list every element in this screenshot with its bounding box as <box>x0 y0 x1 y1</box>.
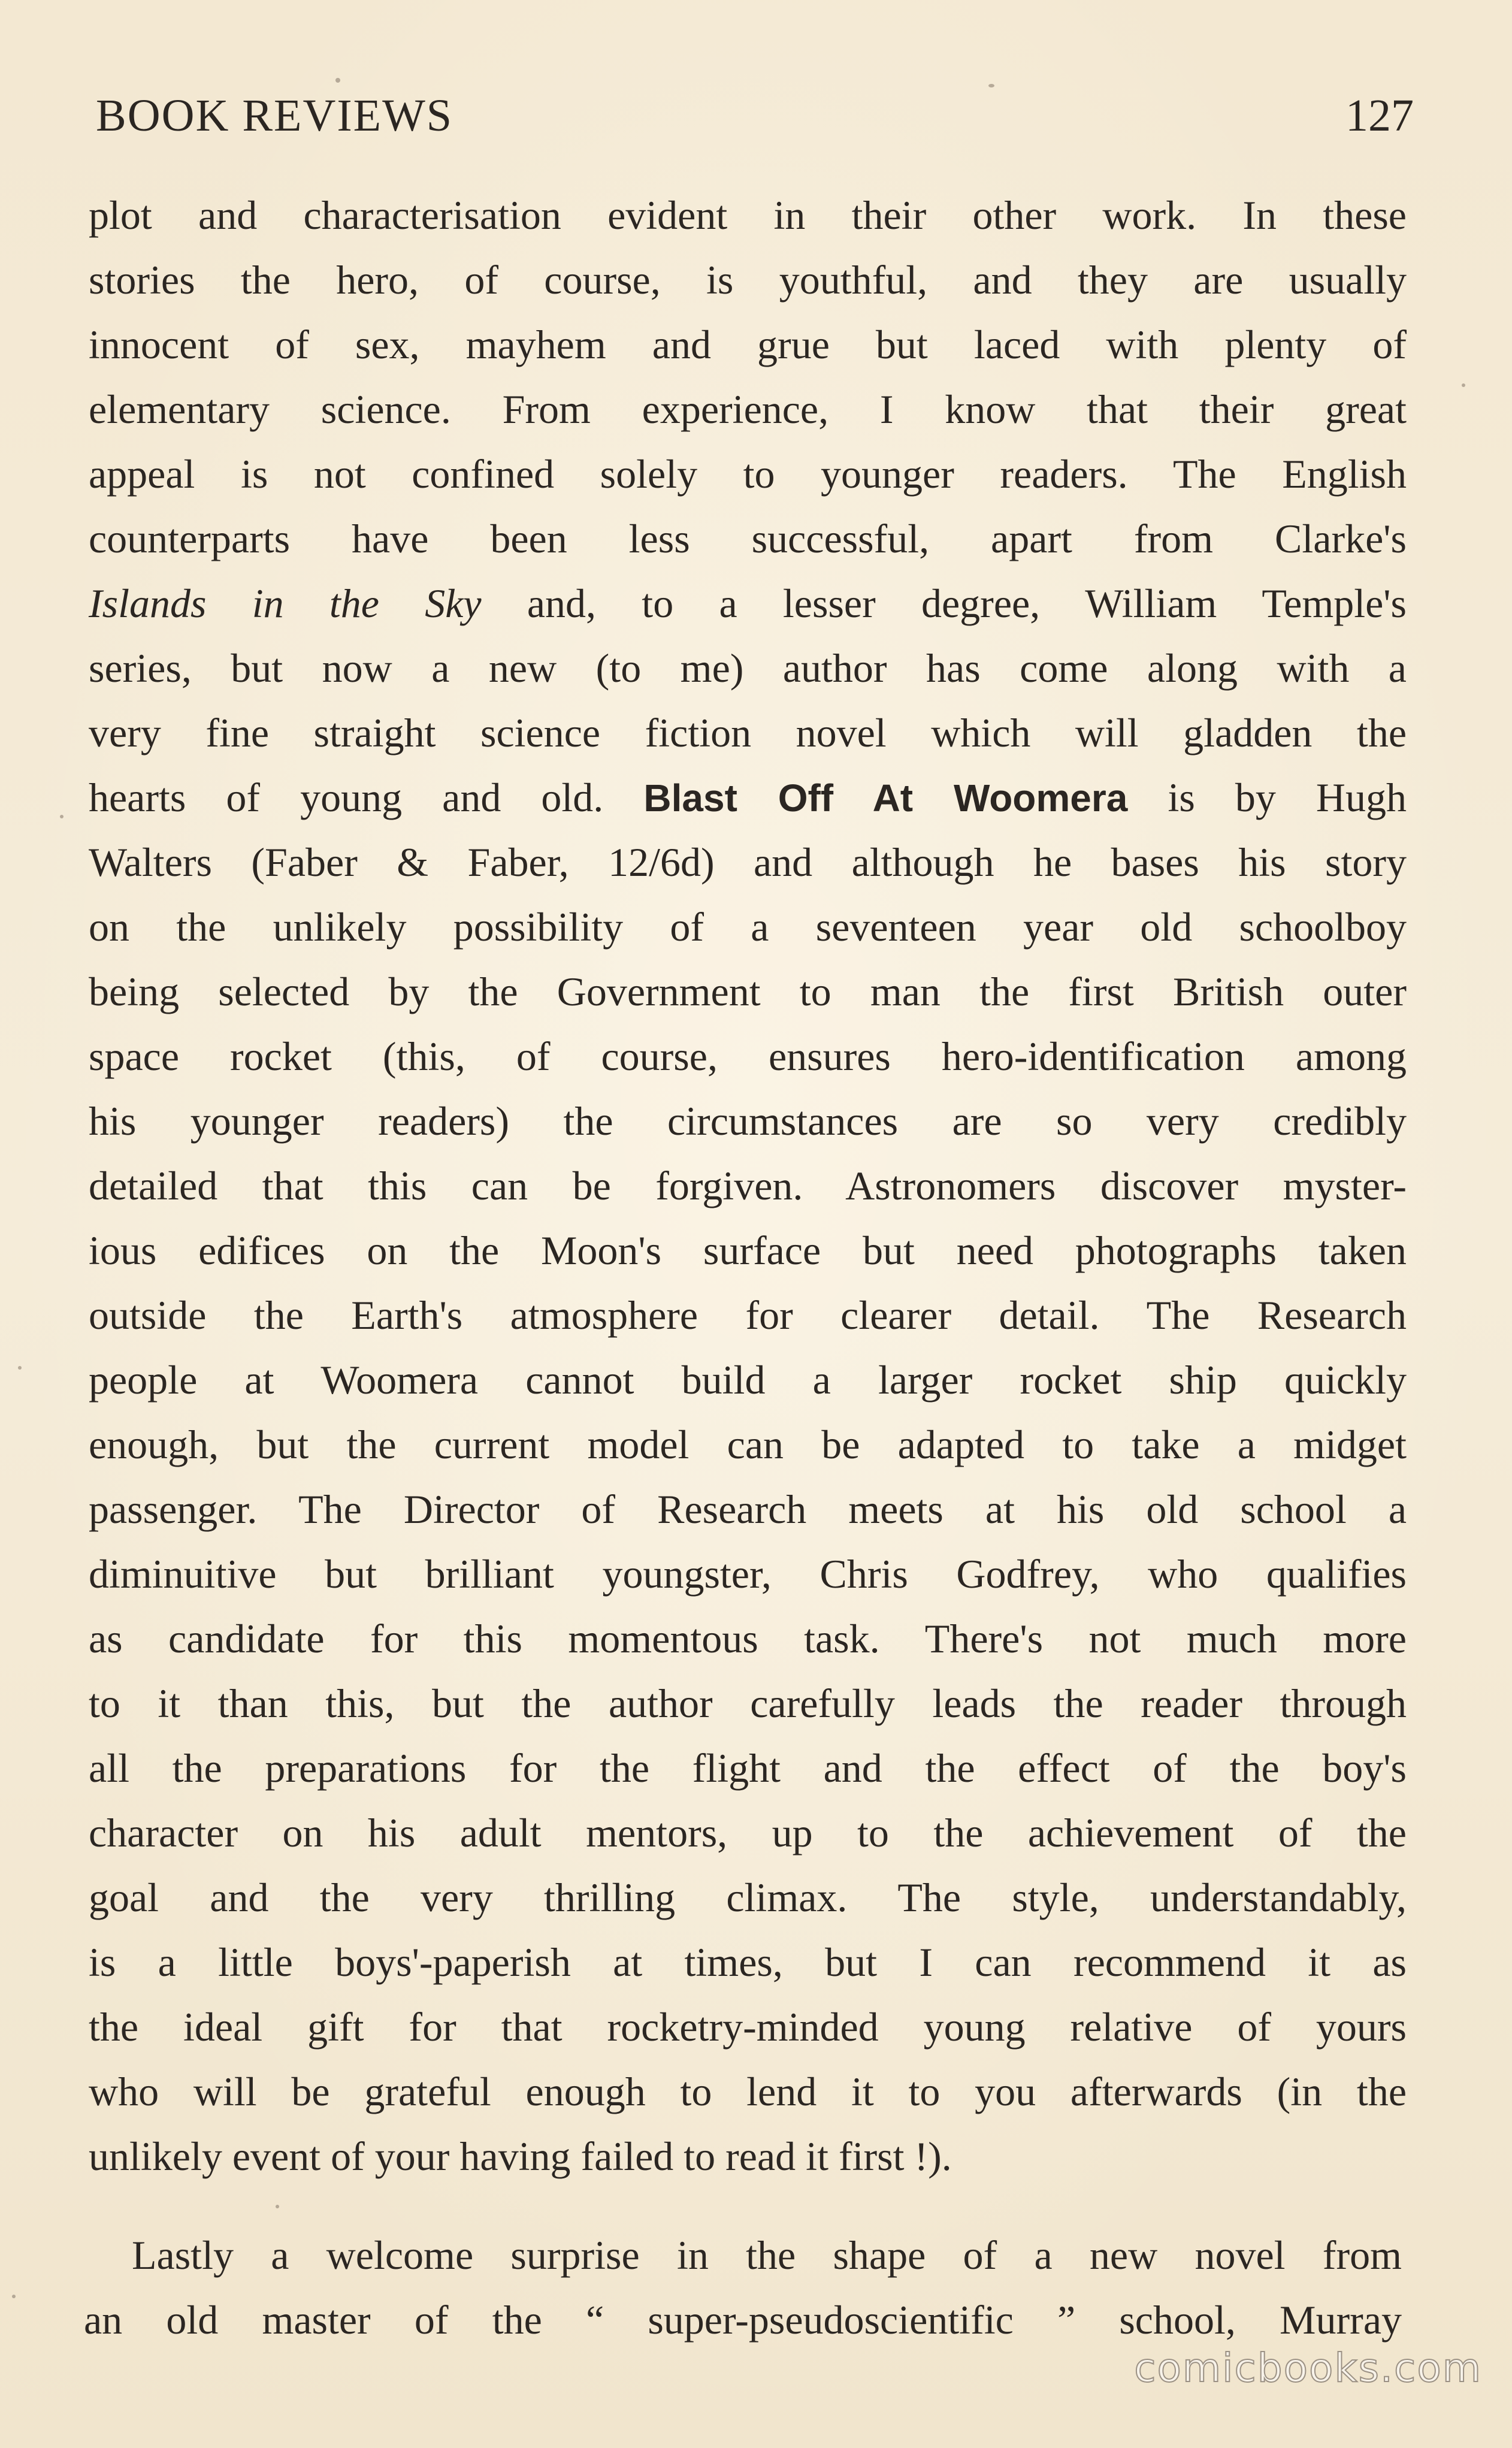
text-fragment: is by Hugh <box>1168 775 1407 820</box>
paper-speck <box>12 2295 16 2298</box>
text-line: character on his adult mentors, up to the achievement of the <box>89 1810 1407 1855</box>
text-line: passenger. The Director of Research meets at his old school a <box>89 1486 1407 1532</box>
text-line: all the preparations for the flight and the effect of the boy's <box>89 1745 1407 1791</box>
paper-speck <box>335 78 340 83</box>
book-title-bold: Blast Off At Woomera <box>643 776 1128 820</box>
text-line: elementary science. From experience, I know that their great <box>89 386 1407 432</box>
text-line: the ideal gift for that rocketry-minded young relative of yours <box>89 2004 1407 2050</box>
text-line: an old master of the “ super-pseudoscientific ” school, Murray <box>84 2297 1402 2343</box>
review-paragraph <box>89 183 1407 2189</box>
text-line: stories the hero, of course, is youthful, and they are usually <box>89 257 1407 303</box>
text-line: detailed that this can be forgiven. Astronomers discover myster- <box>89 1163 1407 1208</box>
text-line: ious edifices on the Moon's surface but need photographs taken <box>89 1228 1407 1273</box>
paper-speck <box>1462 383 1465 387</box>
text-line: unlikely event of your having failed to read it first !). <box>89 2133 952 2179</box>
text-line: on the unlikely possibility of a seventeen year old schoolboy <box>89 904 1407 950</box>
running-head: BOOK REVIEWS <box>96 90 453 141</box>
text-fragment: hearts of young and old. <box>89 775 604 820</box>
paper-speck <box>988 84 994 87</box>
text-line: Walters (Faber & Faber, 12/6d) and although he bases his story <box>89 839 1407 885</box>
text-line: to it than this, but the author carefully leads the reader through <box>89 1681 1407 1726</box>
text-line <box>89 571 1407 636</box>
text-line: diminuitive but brilliant youngster, Chris Godfrey, who qualifies <box>89 1551 1407 1597</box>
page-header <box>96 90 1414 156</box>
text-line: being selected by the Government to man the first British outer <box>89 969 1407 1014</box>
text-line: as candidate for this momentous task. There's not much more <box>89 1616 1407 1661</box>
text-line <box>89 765 1407 830</box>
text-line: innocent of sex, mayhem and grue but laced with plenty of <box>89 322 1407 367</box>
text-line: enough, but the current model can be adapted to take a midget <box>89 1422 1407 1467</box>
text-line: space rocket (this, of course, ensures hero-identification among <box>89 1033 1407 1079</box>
paper-speck <box>60 815 63 818</box>
text-line: goal and the very thrilling climax. The style, understandably, <box>89 1875 1407 1920</box>
next-paragraph <box>84 2223 1402 2352</box>
text-line: Lastly a welcome surprise in the shape of a new novel from <box>132 2232 1402 2278</box>
text-line: plot and characterisation evident in their other work. In these <box>89 192 1407 238</box>
text-line: his younger readers) the circumstances are so very credibly <box>89 1098 1407 1144</box>
page-number: 127 <box>1345 90 1414 141</box>
text-line: is a little boys'-paperish at times, but I can recommend it as <box>89 1939 1407 1985</box>
text-fragment: and, to a lesser degree, William Temple's <box>527 581 1407 626</box>
text-line: who will be grateful enough to lend it to you afterwards (in the <box>89 2069 1407 2114</box>
text-line: appeal is not confined solely to younger readers. The English <box>89 451 1407 497</box>
paper-speck <box>18 1366 22 1370</box>
watermark: comicbooks.com <box>1134 2345 1482 2391</box>
book-title-italic: Islands in the Sky <box>89 581 482 626</box>
text-line: counterparts have been less successful, apart from Clarke's <box>89 516 1407 561</box>
text-line: outside the Earth's atmosphere for clearer detail. The Research <box>89 1292 1407 1338</box>
paper-speck <box>276 2205 279 2208</box>
text-line: very fine straight science fiction novel which will gladden the <box>89 710 1407 755</box>
text-line: people at Woomera cannot build a larger rocket ship quickly <box>89 1357 1407 1403</box>
text-line: series, but now a new (to me) author has come along with a <box>89 645 1407 691</box>
